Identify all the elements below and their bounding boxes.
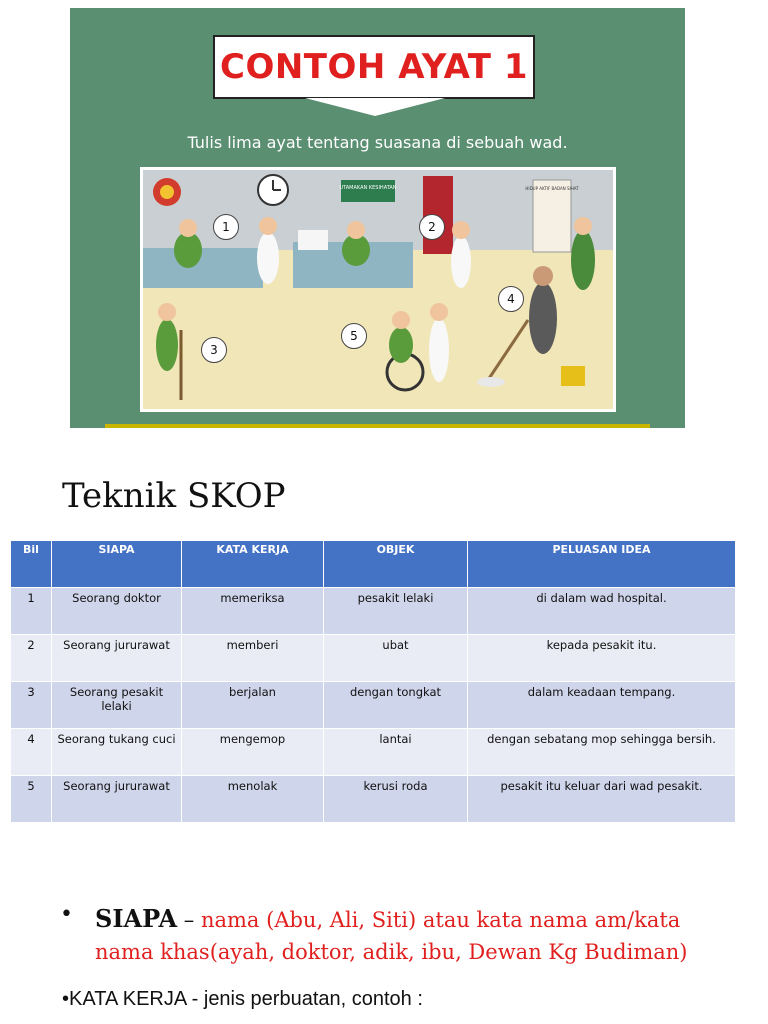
marker-3: 3 <box>201 337 227 363</box>
cell-siapa: Seorang doktor <box>52 588 182 635</box>
header-peluasan-idea: PELUASAN IDEA <box>468 541 736 588</box>
siapa-note <box>95 903 735 968</box>
kata-kerja-note: •KATA KERJA - jenis perbuatan, contoh : <box>62 988 423 1010</box>
marker-5: 5 <box>341 323 367 349</box>
cell-objek: pesakit lelaki <box>324 588 468 635</box>
table-header-row <box>11 541 736 588</box>
cell-kata-kerja: memberi <box>182 635 324 682</box>
table-row <box>11 635 736 682</box>
marker-2: 2 <box>419 214 445 240</box>
cleaner-figure <box>529 282 557 354</box>
cell-kata-kerja: berjalan <box>182 682 324 729</box>
cell-siapa: Seorang jururawat <box>52 776 182 823</box>
header-objek: OBJEK <box>324 541 468 588</box>
cell-peluasan-idea: dengan sebatang mop sehingga bersih. <box>468 729 736 776</box>
bullet-icon: • <box>60 902 73 927</box>
cell-kata-kerja: menolak <box>182 776 324 823</box>
kata-kerja-text: KATA KERJA - jenis perbuatan, contoh : <box>69 988 423 1010</box>
section-heading: Teknik SKOP <box>62 476 286 516</box>
cell-bil: 3 <box>11 682 52 729</box>
table-row <box>11 729 736 776</box>
cell-objek: dengan tongkat <box>324 682 468 729</box>
nurse-figure <box>451 236 471 288</box>
skop-table <box>10 540 736 823</box>
cell-objek: kerusi roda <box>324 776 468 823</box>
siapa-term: SIAPA <box>95 904 178 933</box>
cell-kata-kerja: memeriksa <box>182 588 324 635</box>
hospital-ward-illustration <box>140 167 616 412</box>
title-banner <box>213 35 535 99</box>
cell-bil: 1 <box>11 588 52 635</box>
bed-1 <box>143 248 263 288</box>
cell-siapa: Seorang tukang cuci <box>52 729 182 776</box>
cell-objek: ubat <box>324 635 468 682</box>
cell-bil: 2 <box>11 635 52 682</box>
marker-1: 1 <box>213 214 239 240</box>
header-bil: Bil <box>11 541 52 588</box>
table-row <box>11 588 736 635</box>
doctor-figure <box>257 232 279 284</box>
siapa-dash: – <box>177 908 201 932</box>
cell-bil: 5 <box>11 776 52 823</box>
cell-peluasan-idea: dalam keadaan tempang. <box>468 682 736 729</box>
cell-bil: 4 <box>11 729 52 776</box>
table-row <box>11 682 736 729</box>
siapa-description: nama (Abu, Ali, Siti) atau kata nama am/kata nama khas(ayah, doktor, adik, ibu, Dewan Kg Budiman) <box>95 908 688 964</box>
wall-sign <box>341 180 395 202</box>
wall-sign-text: UTAMAKAN KESIHATAN <box>339 185 397 191</box>
instruction-text: Tulis lima ayat tentang suasana di sebuah wad. <box>187 133 568 152</box>
cell-kata-kerja: mengemop <box>182 729 324 776</box>
marker-4: 4 <box>498 286 524 312</box>
patient-figure <box>174 232 202 268</box>
table-row <box>11 776 736 823</box>
board-bottom-strip <box>105 424 650 428</box>
crutch-patient-figure <box>156 319 178 371</box>
cell-peluasan-idea: kepada pesakit itu. <box>468 635 736 682</box>
poster-text: HIDUP AKTIF BADAN SIHAT <box>525 186 579 191</box>
cell-peluasan-idea: di dalam wad hospital. <box>468 588 736 635</box>
ward-scene-svg <box>143 170 613 409</box>
header-siapa: SIAPA <box>52 541 182 588</box>
banner-tip <box>305 98 445 116</box>
cell-siapa: Seorang pesakit lelaki <box>52 682 182 729</box>
cell-siapa: Seorang jururawat <box>52 635 182 682</box>
bucket-icon <box>561 366 585 386</box>
cell-objek: lantai <box>324 729 468 776</box>
banner-title: CONTOH AYAT 1 <box>220 47 528 87</box>
cell-peluasan-idea: pesakit itu keluar dari wad pesakit. <box>468 776 736 823</box>
header-kata-kerja: KATA KERJA <box>182 541 324 588</box>
